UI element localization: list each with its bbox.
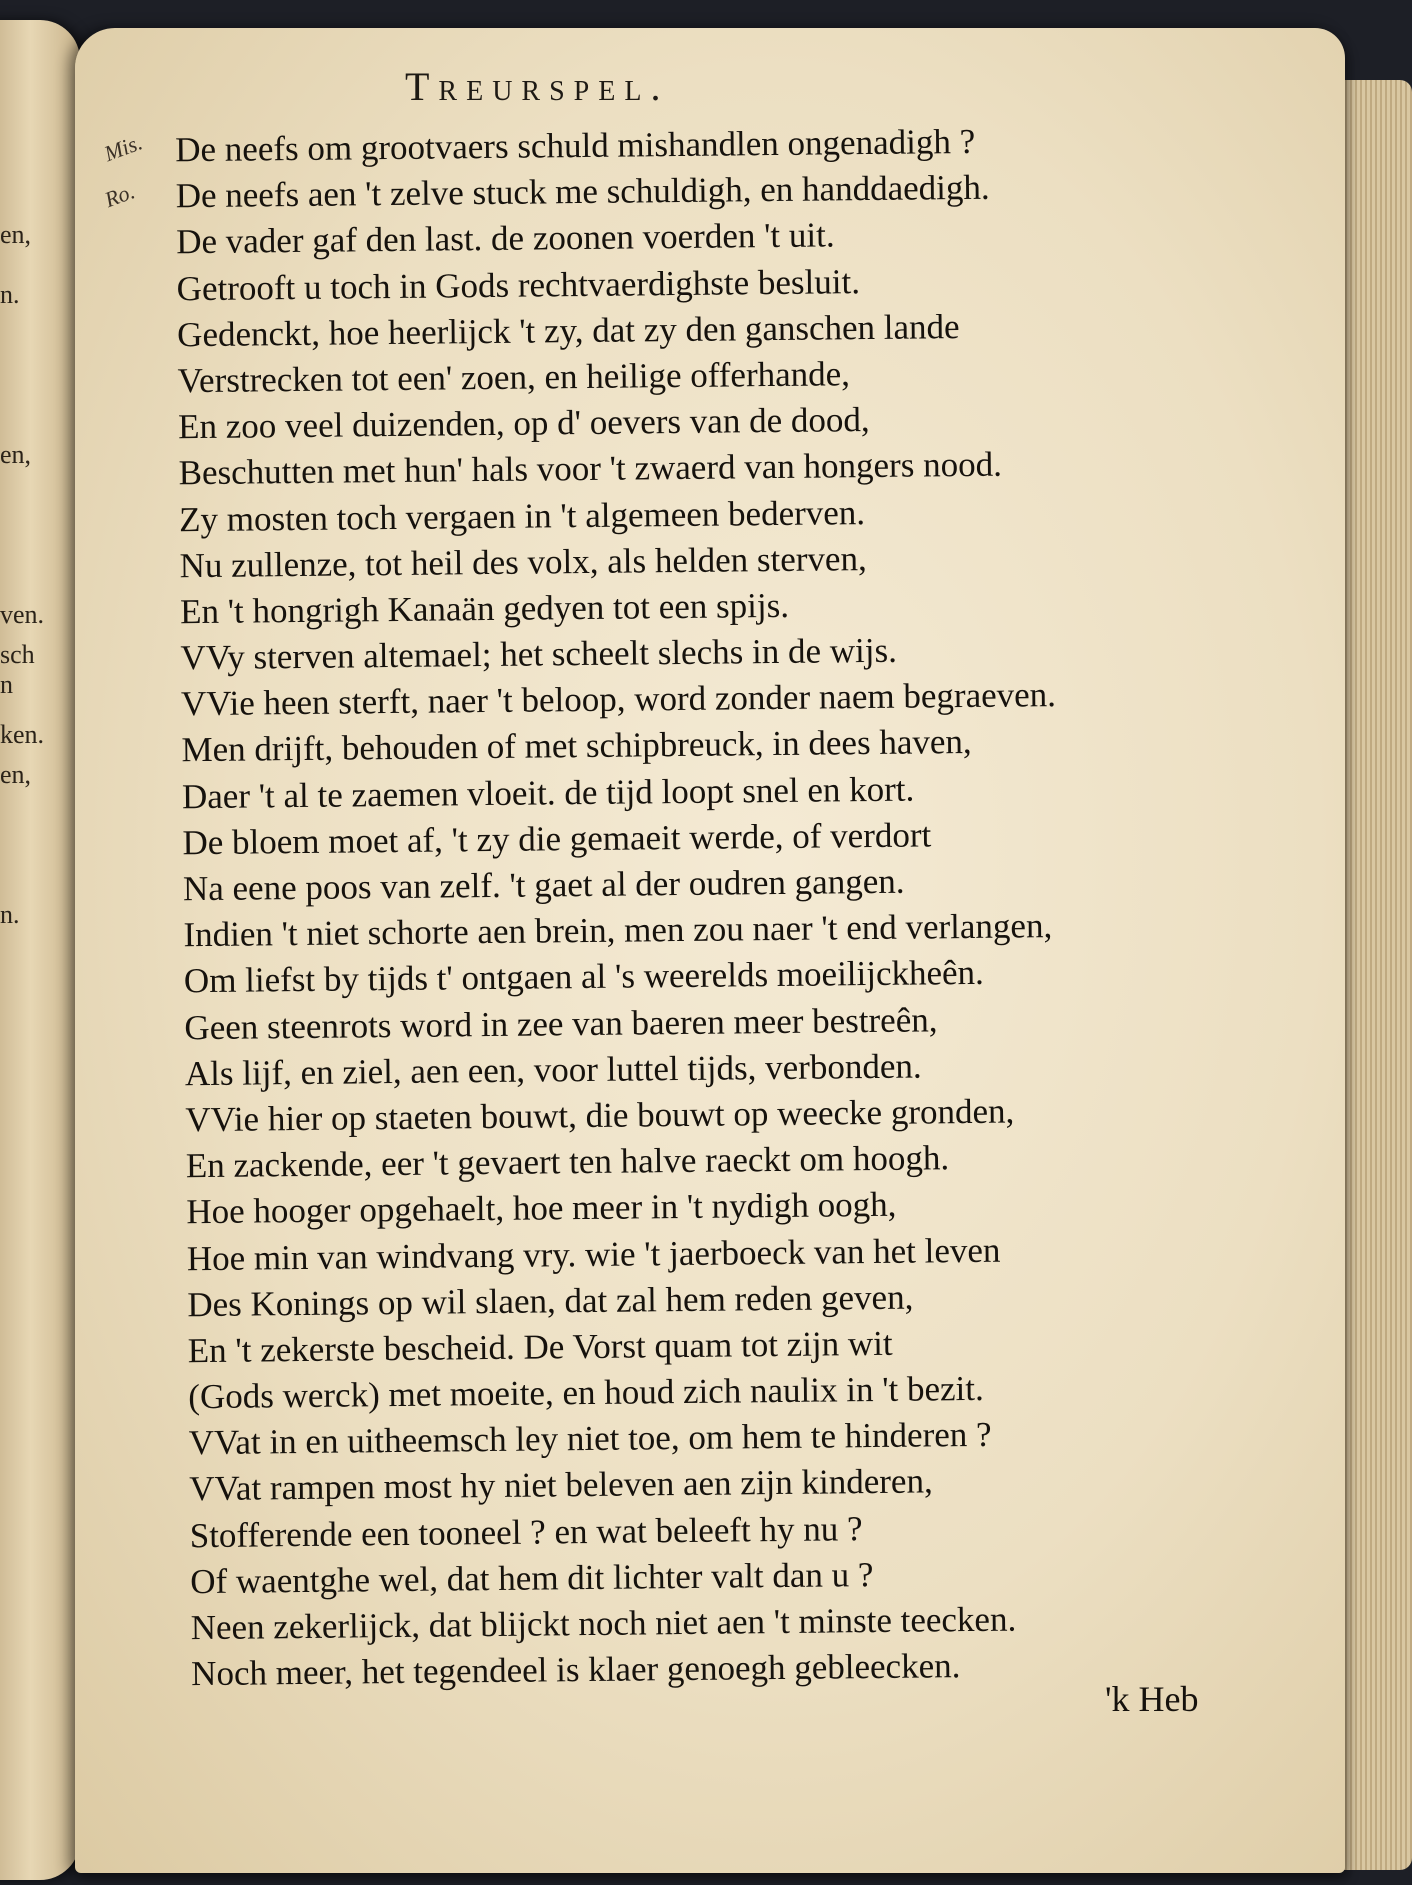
verse-text: Neen zekerlijck, dat blijckt noch niet aen 't minste teecken. [190,1599,1017,1648]
verse-text: Geen steenrots word in zee van baeren meer bestreên, [184,999,938,1047]
left-page-fragment: ken. [0,720,45,749]
verse-text: De bloem moet af, 't zy die gemaeit werde, of verdort [182,815,932,863]
verse-text: Men drijft, behouden of met schipbreuck, in dees haven, [181,722,972,770]
verse-text: Noch meer, het tegendeel is klaer genoegh gebleecken. [190,1646,961,1694]
verse-text: En zackende, eer 't gevaert ten halve raeckt om hoogh. [185,1138,950,1186]
book-page [75,28,1345,1873]
verse-text: VVie heen sterft, naer 't beloop, word zonder naem begraeven. [180,675,1057,724]
left-page-fragments [0,20,80,1880]
speaker-label: Ro. [101,178,138,213]
catchword: 'k Heb [1105,1679,1199,1719]
verse-text: En zoo veel duizenden, op d' oevers van de dood, [177,400,870,447]
left-page-fragment: en, [0,440,32,469]
verse-block [100,116,1301,1699]
verse-text: Als lijf, en ziel, aen een, voor luttel tijds, verbonden. [184,1046,922,1093]
left-page-fragment: en, [0,220,32,249]
verse-text: VVy sterven altemael; het scheelt slechs in de wijs. [180,630,898,678]
verse-text: (Gods werck) met moeite, en houd zich naulix in 't bezit. [188,1368,984,1417]
verse-text: Hoe hooger opgehaelt, hoe meer in 't nydigh oogh, [186,1185,897,1232]
verse-text: Zy mosten toch vergaen in 't algemeen bederven. [178,492,866,539]
left-page-fragment: n. [0,900,20,929]
left-page-edge [0,20,80,1880]
verse-text: Om liefst by tijds t' ontgaen al 's weerelds moeilijckheên. [183,953,985,1001]
verse-text: De neefs aen 't zelve stuck me schuldigh, en handdaedigh. [175,167,990,216]
left-page-fragment: n. [0,280,20,309]
verse-text: Stofferende een tooneel ? en wat beleeft hy nu ? [189,1508,863,1555]
verse-text: De vader gaf den last. de zoonen voerden 't uit. [175,215,835,262]
verse-text: En 't hongrigh Kanaän gedyen tot een spijs. [179,585,790,632]
running-head: Treurspel. [405,64,670,109]
verse-text: Hoe min van windvang vry. wie 't jaerboeck van het leven [186,1230,1001,1278]
left-page-fragment: sch [0,640,35,669]
verse-text: Verstrecken tot een' zoen, en heilige offerhande, [177,354,851,401]
verse-text: Of waentghe wel, dat hem dit lichter valt dan u ? [190,1554,874,1601]
verse-text: Getrooft u toch in Gods rechtvaerdighste besluit. [176,261,861,308]
left-page-fragment: en, [0,760,32,789]
verse-text: Indien 't niet schorte aen brein, men zou naer 't end verlangen, [183,906,1053,955]
verse-text: VVie hier op staeten bouwt, die bouwt op weecke gronden, [185,1091,1015,1140]
verse-text: Gedenckt, hoe heerlijck 't zy, dat zy den ganschen lande [176,306,960,355]
verse-text: Daer 't al te zaemen vloeit. de tijd loopt snel en kort. [181,769,915,816]
verse-text: Na eene poos van zelf. 't gaet al der oudren gangen. [182,861,905,909]
verse-text: En 't zekerste bescheid. De Vorst quam tot zijn wit [187,1323,893,1371]
speaker-label: Mis. [100,129,146,167]
left-page-fragment: n [0,670,13,699]
verse-text: Nu zullenze, tot heil des volx, als helden sterven, [179,538,867,585]
verse-text: VVat rampen most hy niet beleven aen zijn kinderen, [189,1461,933,1509]
verse-text: Des Konings op wil slaen, dat zal hem reden geven, [187,1277,914,1324]
verse-text: VVat in en uitheemsch ley niet toe, om hem te hinderen ? [188,1415,992,1463]
verse-text: De neefs om grootvaers schuld mishandlen ongenadigh ? [175,121,976,170]
verse-text: Beschutten met hun' hals voor 't zwaerd van hongers nood. [178,444,1003,493]
left-page-fragment: ven. [0,600,45,629]
